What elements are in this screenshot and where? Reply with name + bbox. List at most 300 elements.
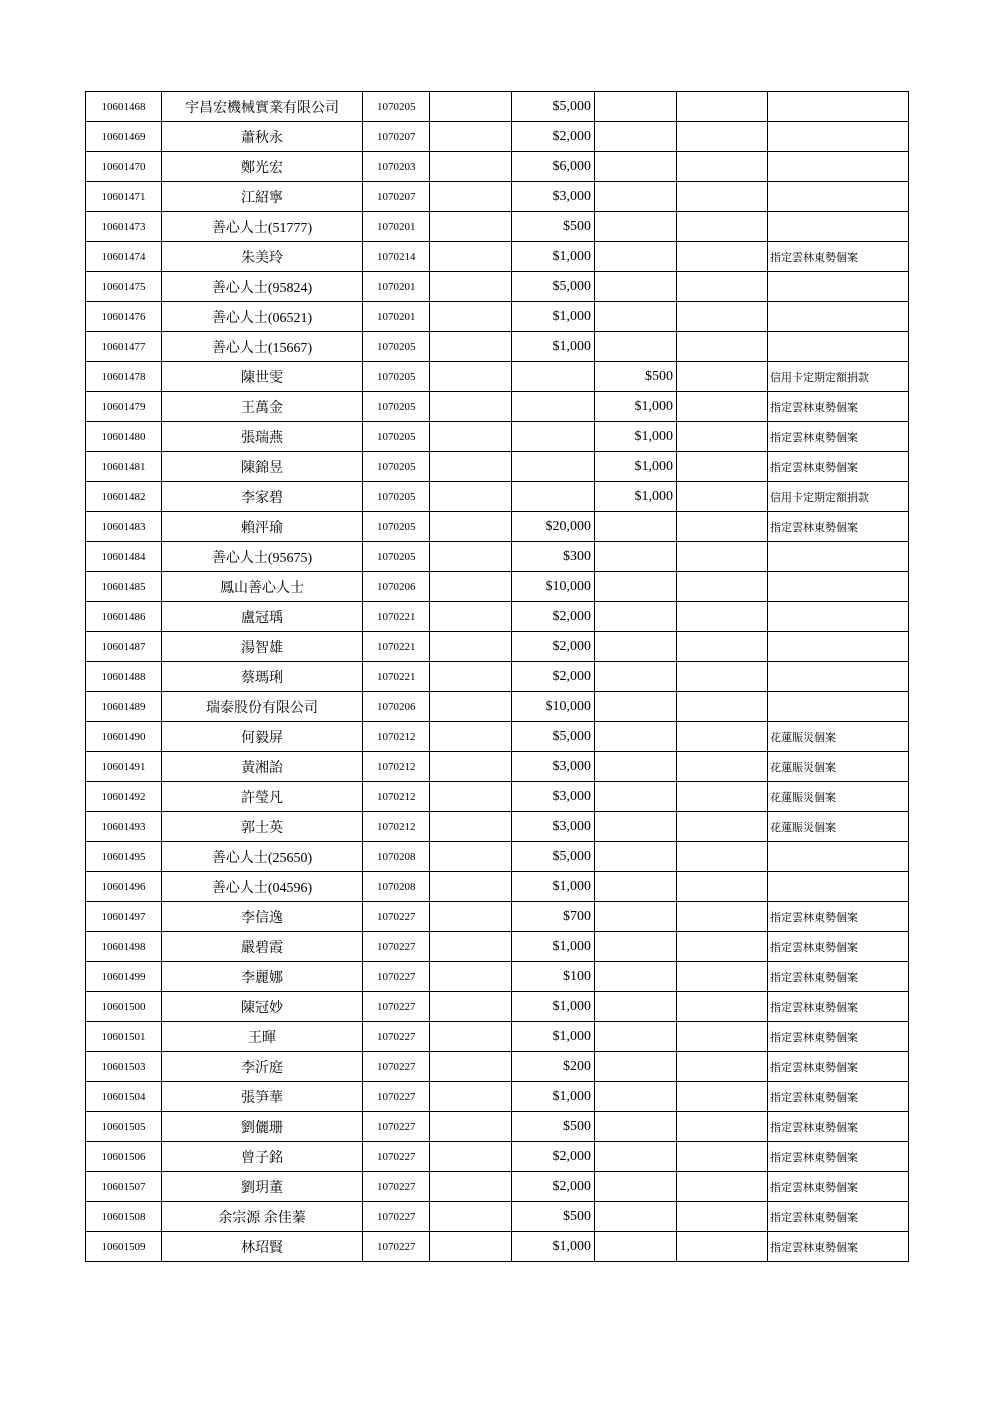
receipt-number: 10601485 (86, 572, 162, 602)
donation-date: 1070205 (363, 452, 430, 482)
empty-cell (677, 872, 768, 902)
table-row (86, 1142, 909, 1172)
donation-note (768, 182, 909, 212)
receipt-number: 10601476 (86, 302, 162, 332)
donor-name: 許瑩凡 (162, 782, 363, 812)
donation-note (768, 842, 909, 872)
empty-cell (430, 422, 512, 452)
credit-card-amount: $1,000 (595, 452, 677, 482)
donation-note (768, 122, 909, 152)
donation-amount (512, 452, 595, 482)
table-row (86, 992, 909, 1022)
empty-cell (677, 842, 768, 872)
donor-name: 朱美玲 (162, 242, 363, 272)
donation-note (768, 92, 909, 122)
credit-card-amount: $1,000 (595, 422, 677, 452)
empty-cell (677, 962, 768, 992)
donation-date: 1070205 (363, 362, 430, 392)
donation-date: 1070207 (363, 182, 430, 212)
credit-card-amount (595, 182, 677, 212)
empty-cell (430, 632, 512, 662)
donation-date: 1070201 (363, 302, 430, 332)
credit-card-amount (595, 122, 677, 152)
donor-name: 黃湘詒 (162, 752, 363, 782)
empty-cell (430, 332, 512, 362)
empty-cell (677, 422, 768, 452)
table-row (86, 392, 909, 422)
donation-date: 1070205 (363, 92, 430, 122)
empty-cell (430, 182, 512, 212)
donation-note: 指定雲林東勢個案 (768, 932, 909, 962)
donation-date: 1070227 (363, 1112, 430, 1142)
donation-amount: $300 (512, 542, 595, 572)
donor-name: 張瑞燕 (162, 422, 363, 452)
empty-cell (430, 1112, 512, 1142)
donor-name: 陳錦昱 (162, 452, 363, 482)
donation-amount: $5,000 (512, 722, 595, 752)
empty-cell (677, 782, 768, 812)
empty-cell (677, 1172, 768, 1202)
donation-note (768, 542, 909, 572)
donation-date: 1070221 (363, 662, 430, 692)
empty-cell (677, 1142, 768, 1172)
empty-cell (677, 662, 768, 692)
credit-card-amount (595, 842, 677, 872)
donation-amount: $2,000 (512, 632, 595, 662)
credit-card-amount (595, 782, 677, 812)
empty-cell (430, 512, 512, 542)
donation-date: 1070206 (363, 572, 430, 602)
empty-cell (430, 302, 512, 332)
donor-name: 蔡瑪琍 (162, 662, 363, 692)
receipt-number: 10601493 (86, 812, 162, 842)
table-row (86, 1082, 909, 1112)
donation-amount: $100 (512, 962, 595, 992)
empty-cell (677, 392, 768, 422)
table-row (86, 1052, 909, 1082)
donation-note: 花蓮賑災個案 (768, 782, 909, 812)
donation-note: 指定雲林東勢個案 (768, 992, 909, 1022)
donation-amount: $2,000 (512, 662, 595, 692)
donation-amount (512, 362, 595, 392)
donation-date: 1070221 (363, 602, 430, 632)
receipt-number: 10601487 (86, 632, 162, 662)
donation-note: 指定雲林東勢個案 (768, 392, 909, 422)
empty-cell (430, 932, 512, 962)
table-row (86, 602, 909, 632)
donation-note: 指定雲林東勢個案 (768, 422, 909, 452)
table-row (86, 512, 909, 542)
donation-amount: $10,000 (512, 572, 595, 602)
empty-cell (677, 1022, 768, 1052)
donor-name: 湯智雄 (162, 632, 363, 662)
empty-cell (430, 962, 512, 992)
donation-note (768, 332, 909, 362)
receipt-number: 10601486 (86, 602, 162, 632)
donation-note (768, 272, 909, 302)
empty-cell (430, 752, 512, 782)
empty-cell (677, 512, 768, 542)
donor-name: 李沂庭 (162, 1052, 363, 1082)
donor-name: 何毅屏 (162, 722, 363, 752)
empty-cell (677, 362, 768, 392)
credit-card-amount (595, 302, 677, 332)
empty-cell (677, 482, 768, 512)
donation-date: 1070227 (363, 1082, 430, 1112)
credit-card-amount (595, 242, 677, 272)
donor-name: 善心人士(95675) (162, 542, 363, 572)
empty-cell (677, 722, 768, 752)
donation-amount: $500 (512, 1112, 595, 1142)
donation-amount: $1,000 (512, 1232, 595, 1262)
donation-note (768, 602, 909, 632)
donor-name: 善心人士(15667) (162, 332, 363, 362)
empty-cell (677, 1202, 768, 1232)
credit-card-amount (595, 212, 677, 242)
donation-amount: $3,000 (512, 782, 595, 812)
donor-name: 曾子銘 (162, 1142, 363, 1172)
empty-cell (677, 212, 768, 242)
empty-cell (430, 452, 512, 482)
receipt-number: 10601496 (86, 872, 162, 902)
donation-date: 1070205 (363, 422, 430, 452)
donation-note (768, 212, 909, 242)
credit-card-amount (595, 92, 677, 122)
credit-card-amount: $500 (595, 362, 677, 392)
credit-card-amount (595, 1052, 677, 1082)
donation-note: 花蓮賑災個案 (768, 722, 909, 752)
credit-card-amount (595, 272, 677, 302)
donor-name: 瑞泰股份有限公司 (162, 692, 363, 722)
receipt-number: 10601509 (86, 1232, 162, 1262)
donation-date: 1070203 (363, 152, 430, 182)
credit-card-amount (595, 332, 677, 362)
donor-name: 余宗源 余佳蓁 (162, 1202, 363, 1232)
donation-date: 1070227 (363, 962, 430, 992)
donor-name: 江紹寧 (162, 182, 363, 212)
donor-name: 善心人士(25650) (162, 842, 363, 872)
empty-cell (430, 152, 512, 182)
empty-cell (677, 932, 768, 962)
donation-date: 1070221 (363, 632, 430, 662)
donation-date: 1070208 (363, 842, 430, 872)
receipt-number: 10601488 (86, 662, 162, 692)
donor-name: 蕭秋永 (162, 122, 363, 152)
credit-card-amount (595, 572, 677, 602)
empty-cell (430, 992, 512, 1022)
empty-cell (430, 722, 512, 752)
donor-name: 善心人士(51777) (162, 212, 363, 242)
receipt-number: 10601504 (86, 1082, 162, 1112)
receipt-number: 10601482 (86, 482, 162, 512)
donation-amount: $500 (512, 1202, 595, 1232)
donation-amount: $10,000 (512, 692, 595, 722)
empty-cell (677, 1082, 768, 1112)
table-row (86, 662, 909, 692)
table-row (86, 1112, 909, 1142)
donation-date: 1070227 (363, 1052, 430, 1082)
donation-amount: $1,000 (512, 302, 595, 332)
receipt-number: 10601484 (86, 542, 162, 572)
table-row (86, 92, 909, 122)
empty-cell (430, 842, 512, 872)
receipt-number: 10601468 (86, 92, 162, 122)
donation-date: 1070227 (363, 1232, 430, 1262)
empty-cell (430, 692, 512, 722)
donor-name: 鳳山善心人士 (162, 572, 363, 602)
table-row (86, 242, 909, 272)
credit-card-amount: $1,000 (595, 482, 677, 512)
donation-amount: $1,000 (512, 242, 595, 272)
receipt-number: 10601507 (86, 1172, 162, 1202)
table-row (86, 692, 909, 722)
empty-cell (430, 872, 512, 902)
empty-cell (430, 1202, 512, 1232)
receipt-number: 10601499 (86, 962, 162, 992)
table-row (86, 122, 909, 152)
empty-cell (677, 992, 768, 1022)
receipt-number: 10601474 (86, 242, 162, 272)
receipt-number: 10601497 (86, 902, 162, 932)
donation-date: 1070227 (363, 992, 430, 1022)
table-row (86, 782, 909, 812)
donation-amount: $3,000 (512, 812, 595, 842)
receipt-number: 10601471 (86, 182, 162, 212)
donation-amount: $1,000 (512, 332, 595, 362)
donation-amount: $5,000 (512, 272, 595, 302)
empty-cell (677, 752, 768, 782)
donation-amount: $6,000 (512, 152, 595, 182)
table-row (86, 1202, 909, 1232)
credit-card-amount (595, 542, 677, 572)
empty-cell (430, 1172, 512, 1202)
credit-card-amount (595, 962, 677, 992)
table-row (86, 272, 909, 302)
donor-name: 陳世雯 (162, 362, 363, 392)
table-row (86, 422, 909, 452)
table-row (86, 152, 909, 182)
donation-note (768, 302, 909, 332)
donation-note: 指定雲林東勢個案 (768, 1142, 909, 1172)
empty-cell (430, 782, 512, 812)
donation-amount: $3,000 (512, 182, 595, 212)
donation-note: 指定雲林東勢個案 (768, 1052, 909, 1082)
table-row (86, 1172, 909, 1202)
empty-cell (430, 572, 512, 602)
table-row (86, 452, 909, 482)
empty-cell (430, 602, 512, 632)
table-row (86, 302, 909, 332)
donation-note: 指定雲林東勢個案 (768, 1172, 909, 1202)
donation-note: 指定雲林東勢個案 (768, 452, 909, 482)
donation-amount (512, 392, 595, 422)
table-row (86, 812, 909, 842)
donation-note (768, 662, 909, 692)
donation-amount: $1,000 (512, 932, 595, 962)
donation-date: 1070227 (363, 1172, 430, 1202)
donation-date: 1070201 (363, 272, 430, 302)
empty-cell (677, 692, 768, 722)
donation-note: 指定雲林東勢個案 (768, 512, 909, 542)
donor-name: 嚴碧霞 (162, 932, 363, 962)
empty-cell (677, 332, 768, 362)
donation-note: 指定雲林東勢個案 (768, 1022, 909, 1052)
credit-card-amount (595, 1172, 677, 1202)
receipt-number: 10601473 (86, 212, 162, 242)
receipt-number: 10601478 (86, 362, 162, 392)
empty-cell (430, 662, 512, 692)
credit-card-amount (595, 692, 677, 722)
donor-name: 李麗娜 (162, 962, 363, 992)
donation-note: 指定雲林東勢個案 (768, 902, 909, 932)
credit-card-amount (595, 992, 677, 1022)
donor-name: 李家碧 (162, 482, 363, 512)
donor-name: 善心人士(06521) (162, 302, 363, 332)
donation-note (768, 872, 909, 902)
donation-amount: $700 (512, 902, 595, 932)
donation-date: 1070205 (363, 332, 430, 362)
donation-date: 1070227 (363, 1142, 430, 1172)
donation-date: 1070212 (363, 782, 430, 812)
donation-amount: $1,000 (512, 992, 595, 1022)
receipt-number: 10601498 (86, 932, 162, 962)
table-row (86, 572, 909, 602)
donor-name: 劉儷珊 (162, 1112, 363, 1142)
table-row (86, 932, 909, 962)
empty-cell (677, 92, 768, 122)
empty-cell (430, 1082, 512, 1112)
empty-cell (677, 242, 768, 272)
credit-card-amount (595, 1112, 677, 1142)
credit-card-amount (595, 812, 677, 842)
credit-card-amount: $1,000 (595, 392, 677, 422)
donation-note (768, 692, 909, 722)
donation-amount: $200 (512, 1052, 595, 1082)
empty-cell (677, 902, 768, 932)
receipt-number: 10601490 (86, 722, 162, 752)
donation-date: 1070227 (363, 1022, 430, 1052)
donor-name: 盧冠瑀 (162, 602, 363, 632)
empty-cell (677, 1052, 768, 1082)
credit-card-amount (595, 662, 677, 692)
donation-note (768, 572, 909, 602)
credit-card-amount (595, 722, 677, 752)
empty-cell (430, 122, 512, 152)
donor-name: 王萬金 (162, 392, 363, 422)
donation-note: 指定雲林東勢個案 (768, 242, 909, 272)
table-row (86, 902, 909, 932)
receipt-number: 10601492 (86, 782, 162, 812)
table-row (86, 182, 909, 212)
donation-amount: $5,000 (512, 92, 595, 122)
receipt-number: 10601480 (86, 422, 162, 452)
credit-card-amount (595, 1202, 677, 1232)
credit-card-amount (595, 932, 677, 962)
table-row (86, 872, 909, 902)
donation-amount (512, 422, 595, 452)
receipt-number: 10601477 (86, 332, 162, 362)
table-row (86, 752, 909, 782)
donation-date: 1070207 (363, 122, 430, 152)
receipt-number: 10601508 (86, 1202, 162, 1232)
table-row (86, 632, 909, 662)
empty-cell (677, 602, 768, 632)
table-row (86, 332, 909, 362)
empty-cell (677, 302, 768, 332)
receipt-number: 10601500 (86, 992, 162, 1022)
donation-date: 1070205 (363, 482, 430, 512)
table-row (86, 1022, 909, 1052)
credit-card-amount (595, 1142, 677, 1172)
donation-date: 1070212 (363, 722, 430, 752)
donor-name: 李信逸 (162, 902, 363, 932)
receipt-number: 10601501 (86, 1022, 162, 1052)
donation-ledger-table (85, 91, 909, 1262)
table-row (86, 1232, 909, 1262)
empty-cell (430, 1142, 512, 1172)
credit-card-amount (595, 632, 677, 662)
empty-cell (430, 542, 512, 572)
donor-name: 善心人士(95824) (162, 272, 363, 302)
empty-cell (677, 122, 768, 152)
donation-amount: $500 (512, 212, 595, 242)
ledger-body (86, 92, 909, 1262)
empty-cell (677, 272, 768, 302)
empty-cell (677, 182, 768, 212)
empty-cell (677, 812, 768, 842)
credit-card-amount (595, 602, 677, 632)
donation-date: 1070227 (363, 902, 430, 932)
empty-cell (430, 92, 512, 122)
donation-amount: $2,000 (512, 1142, 595, 1172)
empty-cell (677, 632, 768, 662)
donor-name: 劉玥董 (162, 1172, 363, 1202)
donation-amount: $20,000 (512, 512, 595, 542)
empty-cell (430, 1022, 512, 1052)
donor-name: 林玿賢 (162, 1232, 363, 1262)
receipt-number: 10601503 (86, 1052, 162, 1082)
credit-card-amount (595, 902, 677, 932)
donation-amount: $3,000 (512, 752, 595, 782)
receipt-number: 10601506 (86, 1142, 162, 1172)
donation-amount: $5,000 (512, 842, 595, 872)
donation-amount (512, 482, 595, 512)
donor-name: 陳冠妙 (162, 992, 363, 1022)
table-row (86, 542, 909, 572)
credit-card-amount (595, 152, 677, 182)
receipt-number: 10601479 (86, 392, 162, 422)
donor-name: 王暉 (162, 1022, 363, 1052)
donation-date: 1070227 (363, 1202, 430, 1232)
donor-name: 善心人士(04596) (162, 872, 363, 902)
donation-date: 1070212 (363, 812, 430, 842)
empty-cell (430, 212, 512, 242)
donation-note: 信用卡定期定額捐款 (768, 362, 909, 392)
empty-cell (677, 572, 768, 602)
credit-card-amount (595, 1022, 677, 1052)
receipt-number: 10601495 (86, 842, 162, 872)
donation-amount: $2,000 (512, 122, 595, 152)
donation-amount: $1,000 (512, 872, 595, 902)
receipt-number: 10601505 (86, 1112, 162, 1142)
donation-date: 1070214 (363, 242, 430, 272)
donor-name: 鄭光宏 (162, 152, 363, 182)
credit-card-amount (595, 872, 677, 902)
empty-cell (430, 1232, 512, 1262)
empty-cell (677, 152, 768, 182)
table-row (86, 212, 909, 242)
table-row (86, 962, 909, 992)
